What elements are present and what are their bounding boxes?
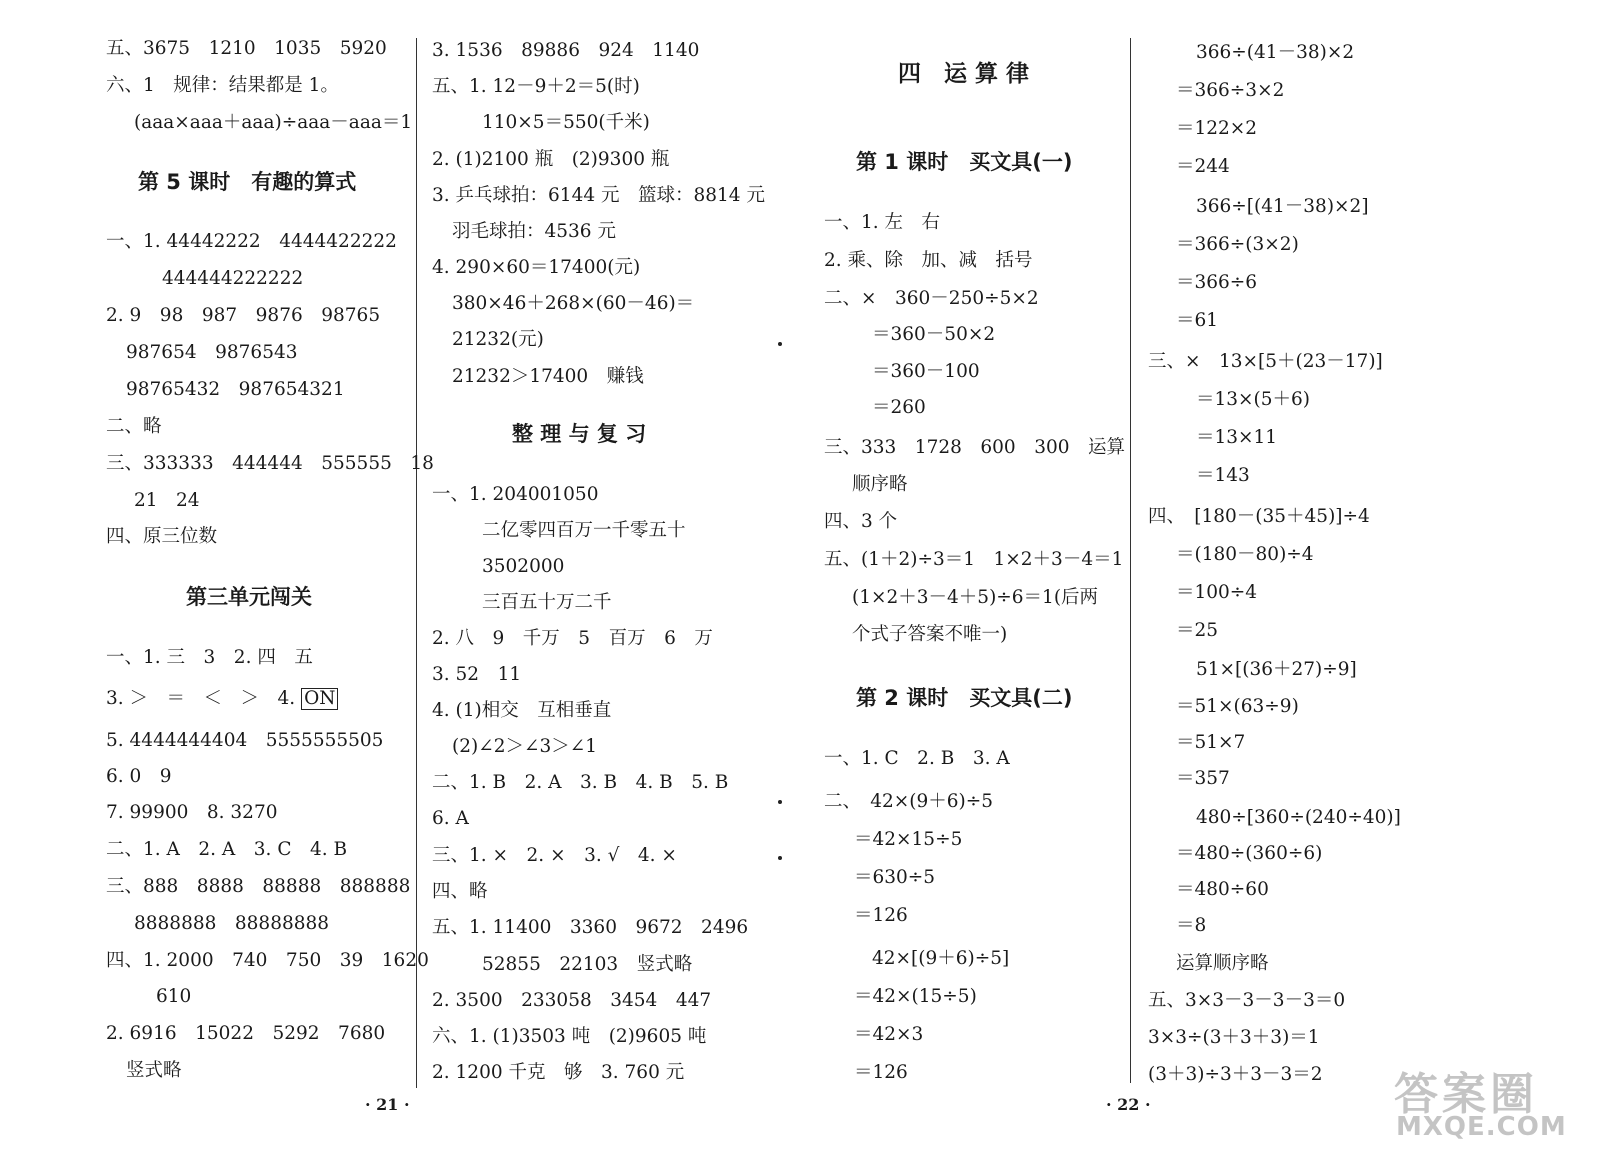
answer-line: 一、1. 44442222 4444422222	[106, 231, 397, 252]
answer-line: 6. A	[432, 808, 469, 829]
answer-line: 2. 八 9 千万 5 百万 6 万	[432, 628, 713, 649]
answer-line: ＝366÷3×2	[1176, 80, 1285, 101]
watermark-logo	[1394, 1058, 1594, 1146]
answer-line: 羽毛球拍：4536 元	[452, 221, 616, 242]
answer-line: 五、3675 1210 1035 5920	[106, 38, 387, 59]
answer-line: 个式子答案不唯一)	[852, 624, 1008, 645]
answer-line: ＝42×15÷5	[854, 829, 963, 850]
answer-line: ＝13×(5＋6)	[1196, 389, 1311, 410]
binding-dot	[778, 800, 782, 804]
answer-line: 二、略	[106, 416, 162, 437]
answer-line: 52855 22103 竖式略	[482, 954, 693, 975]
answer-line: 五、3×3－3－3－3＝0	[1148, 990, 1346, 1011]
section-heading: 第 5 课时 有趣的算式	[138, 170, 357, 194]
answer-line: (2)∠2＞∠3＞∠1	[452, 736, 598, 757]
answer-line: ＝42×(15÷5)	[854, 986, 977, 1007]
answer-line: 四、 [180－(35＋45)]÷4	[1148, 506, 1370, 527]
answer-line: 五、(1＋2)÷3＝1 1×2＋3－4＝1	[824, 549, 1124, 570]
answer-line: 四、1. 2000 740 750 39 1620	[106, 950, 429, 971]
answer-line: ＝8	[1176, 915, 1207, 936]
answer-line: 51×[(36＋27)÷9]	[1196, 659, 1357, 680]
answer-line: 610	[156, 986, 192, 1007]
answer-line: 竖式略	[126, 1060, 182, 1081]
answer-line: 2. 乘、除 加、减 括号	[824, 250, 1033, 271]
answer-line: ＝51×(63÷9)	[1176, 696, 1299, 717]
chapter-heading: 四 运 算 律	[898, 61, 1030, 87]
answer-line: 2. 6916 15022 5292 7680	[106, 1023, 386, 1044]
answer-line: ＝126	[854, 1062, 908, 1083]
answer-line: 六、1. (1)3503 吨 (2)9605 吨	[432, 1026, 707, 1047]
answer-line: 四、原三位数	[106, 526, 218, 547]
answer-line: 2. 9 98 987 9876 98765	[106, 305, 381, 326]
answer-line: 8888888 88888888	[134, 913, 330, 934]
answer-line: ＝126	[854, 905, 908, 926]
answer-line: 3. 1536 89886 924 1140	[432, 40, 700, 61]
answer-line: 二、1. B 2. A 3. B 4. B 5. B	[432, 772, 729, 793]
answer-line: 5. 4444444404 5555555505	[106, 730, 384, 751]
answer-text: 3. ＞ ＝ ＜ ＞ 4.	[106, 688, 302, 709]
answer-line: ＝360－100	[872, 361, 980, 382]
answer-line: 顺序略	[852, 474, 908, 495]
answer-line: 四、3 个	[824, 511, 898, 532]
page-number: · 22 ·	[1106, 1095, 1151, 1114]
answer-line: (3＋3)÷3＋3－3＝2	[1148, 1064, 1323, 1085]
answer-line: ＝480÷60	[1176, 879, 1269, 900]
answer-line: 110×5＝550(千米)	[482, 112, 650, 133]
answer-line: 21232(元)	[452, 329, 544, 350]
answer-line: 366÷[(41－38)×2]	[1196, 196, 1369, 217]
answer-line: 7. 99900 8. 3270	[106, 802, 278, 823]
answer-line: ＝630÷5	[854, 867, 936, 888]
answer-line: 21232＞17400 赚钱	[452, 366, 644, 387]
page-22-left-column	[820, 0, 1158, 1150]
answer-line: 3502000	[482, 556, 565, 577]
answer-line: 运算顺序略	[1176, 953, 1269, 974]
section-heading: 第三单元闯关	[186, 585, 312, 609]
answer-line: ＝357	[1176, 768, 1230, 789]
answer-line: ＝360－50×2	[872, 324, 996, 345]
answer-line: (aaa×aaa＋aaa)÷aaa－aaa＝1	[134, 112, 413, 133]
answer-line: ＝244	[1176, 156, 1230, 177]
answer-line: (1×2＋3－4＋5)÷6＝1(后两	[852, 587, 1099, 608]
answer-line: ＝13×11	[1196, 427, 1278, 448]
answer-line: 4. (1)相交 互相垂直	[432, 700, 612, 721]
answer-line: 三、333 1728 600 300 运算	[824, 437, 1126, 458]
page-22-right-column	[1106, 0, 1600, 1150]
binding-dot	[778, 342, 782, 346]
answer-line: ＝122×2	[1176, 118, 1258, 139]
page-number: · 21 ·	[365, 1095, 410, 1114]
answer-line: ＝100÷4	[1176, 582, 1258, 603]
answer-line: 三、333333 444444 555555 18	[106, 453, 434, 474]
answer-line: ＝25	[1176, 620, 1219, 641]
watermark-url: MXQE.COM	[1396, 1112, 1567, 1142]
binding-dot	[778, 856, 782, 860]
page-21-left-column	[0, 0, 434, 1150]
answer-line: 二、 42×(9＋6)÷5	[824, 791, 994, 812]
answer-line: 3. 52 11	[432, 664, 522, 685]
answer-line: 二、× 360－250÷5×2	[824, 288, 1039, 309]
answer-line: ＝480÷(360÷6)	[1176, 843, 1323, 864]
answer-line: 480÷[360÷(240÷40)]	[1196, 807, 1401, 828]
answer-line: 444444222222	[162, 268, 304, 289]
answer-line: 一、1. 204001050	[432, 484, 599, 505]
answer-line: 21 24	[134, 490, 200, 511]
answer-line: 五、1. 11400 3360 9672 2496	[432, 917, 749, 938]
answer-line: ＝366÷(3×2)	[1176, 234, 1299, 255]
answer-line: 380×46＋268×(60－46)＝	[452, 293, 695, 314]
answer-line: 2. (1)2100 瓶 (2)9300 瓶	[432, 149, 670, 170]
answer-line: 一、1. C 2. B 3. A	[824, 748, 1010, 769]
answer-line: 六、1 规律：结果都是 1。	[106, 75, 339, 96]
answer-line: 一、1. 三 3 2. 四 五	[106, 647, 313, 668]
answer-line: ＝(180－80)÷4	[1176, 544, 1314, 565]
answer-line: 五、1. 12－9＋2＝5(时)	[432, 76, 640, 97]
answer-line: 二、1. A 2. A 3. C 4. B	[106, 839, 348, 860]
answer-line: 3×3÷(3＋3＋3)＝1	[1148, 1027, 1320, 1048]
answer-line: ＝42×3	[854, 1024, 924, 1045]
answer-line: ＝143	[1196, 465, 1250, 486]
answer-line: 3. 乒乓球拍：6144 元 篮球：8814 元	[432, 185, 765, 206]
answer-line: 二亿零四百万一千零五十	[482, 520, 686, 541]
answer-line: 2. 3500 233058 3454 447	[432, 990, 712, 1011]
answer-line: ＝366÷6	[1176, 272, 1258, 293]
answer-line: 四、略	[432, 881, 488, 902]
answer-line: 987654 9876543	[126, 342, 298, 363]
answer-line: 98765432 987654321	[126, 379, 345, 400]
answer-line: ＝260	[872, 397, 926, 418]
section-heading: 整 理 与 复 习	[512, 422, 647, 446]
answer-line: 三、888 8888 88888 888888	[106, 876, 411, 897]
answer-line: ＝61	[1176, 310, 1219, 331]
answer-line: ＝51×7	[1176, 732, 1246, 753]
answer-line: 三、1. × 2. × 3. √ 4. ×	[432, 845, 677, 866]
boxed-answer: ON	[301, 688, 338, 710]
answer-line: 4. 290×60＝17400(元)	[432, 257, 641, 278]
page-21-right-column	[420, 0, 820, 1150]
answer-line: 一、1. 左 右	[824, 212, 941, 233]
answer-line	[106, 687, 338, 711]
section-heading: 第 2 课时 买文具(二)	[856, 686, 1073, 710]
answer-line: 三百五十万二千	[482, 592, 612, 613]
section-heading: 第 1 课时 买文具(一)	[856, 150, 1073, 174]
watermark-text: 答案圈	[1394, 1069, 1538, 1120]
answer-line: 6. 0 9	[106, 766, 172, 787]
answer-line: 42×[(9＋6)÷5]	[872, 948, 1010, 969]
answer-line: 2. 1200 千克 够 3. 760 元	[432, 1062, 685, 1083]
answer-line: 366÷(41－38)×2	[1196, 42, 1355, 63]
answer-line: 三、× 13×[5＋(23－17)]	[1148, 351, 1383, 372]
